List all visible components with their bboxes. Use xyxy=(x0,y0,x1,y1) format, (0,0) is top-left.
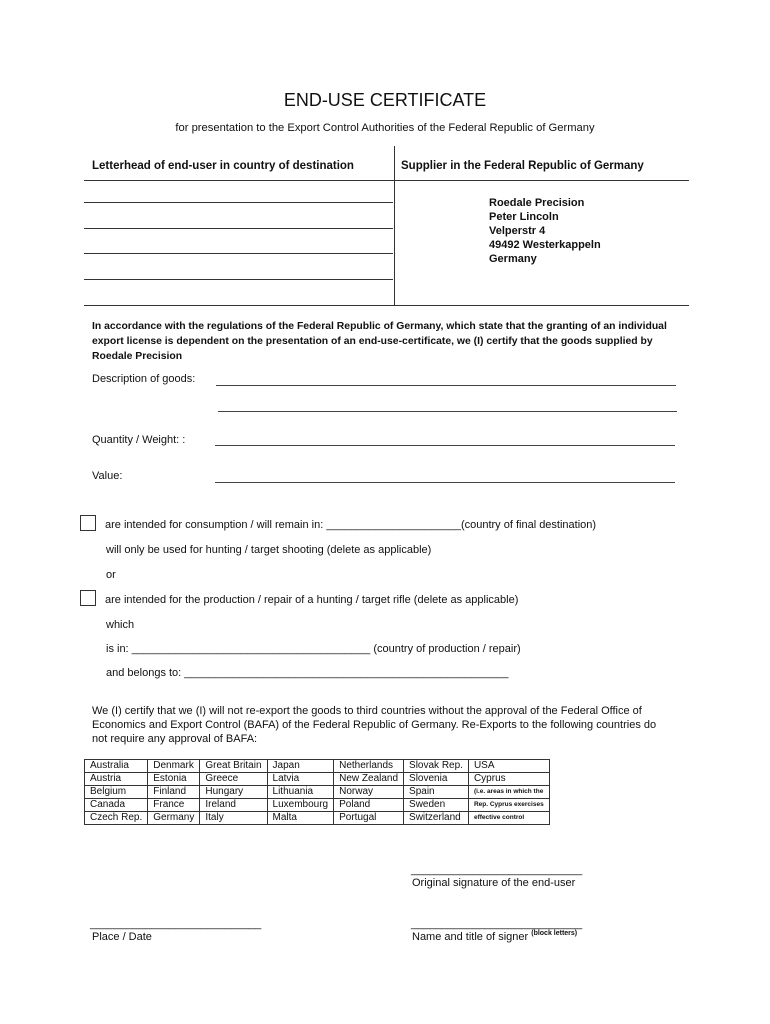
country-cell: Lithuania xyxy=(267,786,334,799)
or-text: or xyxy=(106,569,116,581)
is-in-country-blank[interactable]: _______________________________________ xyxy=(131,643,371,655)
country-cell: Portugal xyxy=(334,812,404,825)
description-label: Description of goods: xyxy=(92,373,196,385)
place-date-label: Place / Date xyxy=(92,931,152,943)
value-label: Value: xyxy=(92,470,123,482)
quantity-label: Quantity / Weight: : xyxy=(92,434,186,446)
country-cell: Slovak Rep. xyxy=(404,760,469,773)
country-cell: Belgium xyxy=(85,786,148,799)
belongs-blank[interactable]: _____________________________________________________ xyxy=(184,667,509,679)
country-cell: Poland xyxy=(334,799,404,812)
table-row xyxy=(85,786,550,799)
country-cell: Netherlands xyxy=(334,760,404,773)
is-in-suffix: (country of production / repair) xyxy=(370,643,521,655)
production-text: are intended for the production / repair of a hunting / target rifle (delete as applicable) xyxy=(105,594,519,606)
letterhead-line-4[interactable] xyxy=(84,279,393,280)
country-cell: effective control xyxy=(468,812,549,825)
which-text: which xyxy=(106,619,135,631)
country-cell: Greece xyxy=(200,773,267,786)
country-cell: Great Britain xyxy=(200,760,267,773)
quantity-line[interactable] xyxy=(215,445,675,446)
description-line-1[interactable] xyxy=(216,385,676,386)
country-cell: Spain xyxy=(404,786,469,799)
country-cell: Finland xyxy=(148,786,200,799)
country-cell: Ireland xyxy=(200,799,267,812)
country-cell: Malta xyxy=(267,812,334,825)
header-divider xyxy=(84,180,689,181)
supplier-company: Roedale Precision xyxy=(489,197,585,209)
country-cell: Hungary xyxy=(200,786,267,799)
table-row xyxy=(85,812,550,825)
country-cell: France xyxy=(148,799,200,812)
table-row xyxy=(85,799,550,812)
original-signature-label: Original signature of the end-user xyxy=(412,877,576,889)
table-row xyxy=(85,773,550,786)
signer-name-label: Name and title of signer xyxy=(412,931,529,943)
consumption-country-blank[interactable]: ______________________ xyxy=(326,519,461,531)
production-checkbox[interactable] xyxy=(80,590,96,606)
country-cell: USA xyxy=(468,760,549,773)
supplier-contact: Peter Lincoln xyxy=(489,211,559,223)
country-cell: Germany xyxy=(148,812,200,825)
country-cell: Latvia xyxy=(267,773,334,786)
supplier-address xyxy=(489,196,601,266)
letterhead-line-3[interactable] xyxy=(84,253,393,254)
country-cell: Japan xyxy=(267,760,334,773)
supplier-country: Germany xyxy=(489,253,537,265)
is-in-row xyxy=(106,643,521,655)
consumption-checkbox[interactable] xyxy=(80,515,96,531)
signer-name-row xyxy=(412,931,577,943)
document-subtitle: for presentation to the Export Control Authorities of the Federal Republic of Germany xyxy=(175,122,595,134)
country-cell: Czech Rep. xyxy=(85,812,148,825)
signer-name-line[interactable]: ____________________________ xyxy=(411,918,583,930)
country-cell: New Zealand xyxy=(334,773,404,786)
belongs-label: and belongs to: xyxy=(106,667,185,679)
country-cell: Luxembourg xyxy=(267,799,334,812)
country-cell: Canada xyxy=(85,799,148,812)
value-line[interactable] xyxy=(215,482,675,483)
supplier-header: Supplier in the Federal Republic of Germany xyxy=(401,160,644,172)
column-divider xyxy=(394,146,395,306)
country-cell: Australia xyxy=(85,760,148,773)
is-in-label: is in: xyxy=(106,643,132,655)
hunting-only-text: will only be used for hunting / target shooting (delete as applicable) xyxy=(106,544,432,556)
header-bottom-rule xyxy=(84,305,689,306)
block-letters-note: (block letters) xyxy=(531,930,578,937)
place-date-line[interactable]: ____________________________ xyxy=(90,918,262,930)
country-cell: Austria xyxy=(85,773,148,786)
certify-paragraph: We (I) certify that we (I) will not re-export the goods to third countries without the approval of the Federal Office of Economics and Export Control (BAFA) of the Federal Republic of Germany. Re-Exports to the following countries do not require any approval of BAFA: xyxy=(92,705,657,745)
country-cell: Cyprus xyxy=(468,773,549,786)
consumption-option xyxy=(105,519,596,531)
consumption-text: are intended for consumption / will remain in: xyxy=(105,519,327,531)
country-cell: (i.e. areas in which the xyxy=(468,786,549,799)
supplier-city: 49492 Westerkappeln xyxy=(489,239,601,251)
document-title: END-USE CERTIFICATE xyxy=(283,90,487,110)
description-line-2[interactable] xyxy=(218,411,677,412)
belongs-row xyxy=(106,667,509,679)
country-cell: Rep. Cyprus exercises xyxy=(468,799,549,812)
letterhead-header: Letterhead of end-user in country of destination xyxy=(92,160,354,172)
letterhead-line-2[interactable] xyxy=(84,228,393,229)
country-cell: Switzerland xyxy=(404,812,469,825)
original-signature-line[interactable]: ____________________________ xyxy=(411,864,583,876)
country-cell: Denmark xyxy=(148,760,200,773)
country-cell: Italy xyxy=(200,812,267,825)
letterhead-line-1[interactable] xyxy=(84,202,393,203)
table-row xyxy=(85,760,550,773)
country-cell: Sweden xyxy=(404,799,469,812)
country-cell: Slovenia xyxy=(404,773,469,786)
supplier-street: Velperstr 4 xyxy=(489,225,546,237)
country-cell: Norway xyxy=(334,786,404,799)
countries-table xyxy=(84,759,550,825)
accordance-paragraph: In accordance with the regulations of the Federal Republic of Germany, which state that the granting of an individual export license is dependent on the presentation of an end-use-certificate, we (I) certify that the goods supplied by Roedale Precision xyxy=(92,321,667,362)
consumption-suffix: (country of final destination) xyxy=(460,519,597,531)
country-cell: Estonia xyxy=(148,773,200,786)
